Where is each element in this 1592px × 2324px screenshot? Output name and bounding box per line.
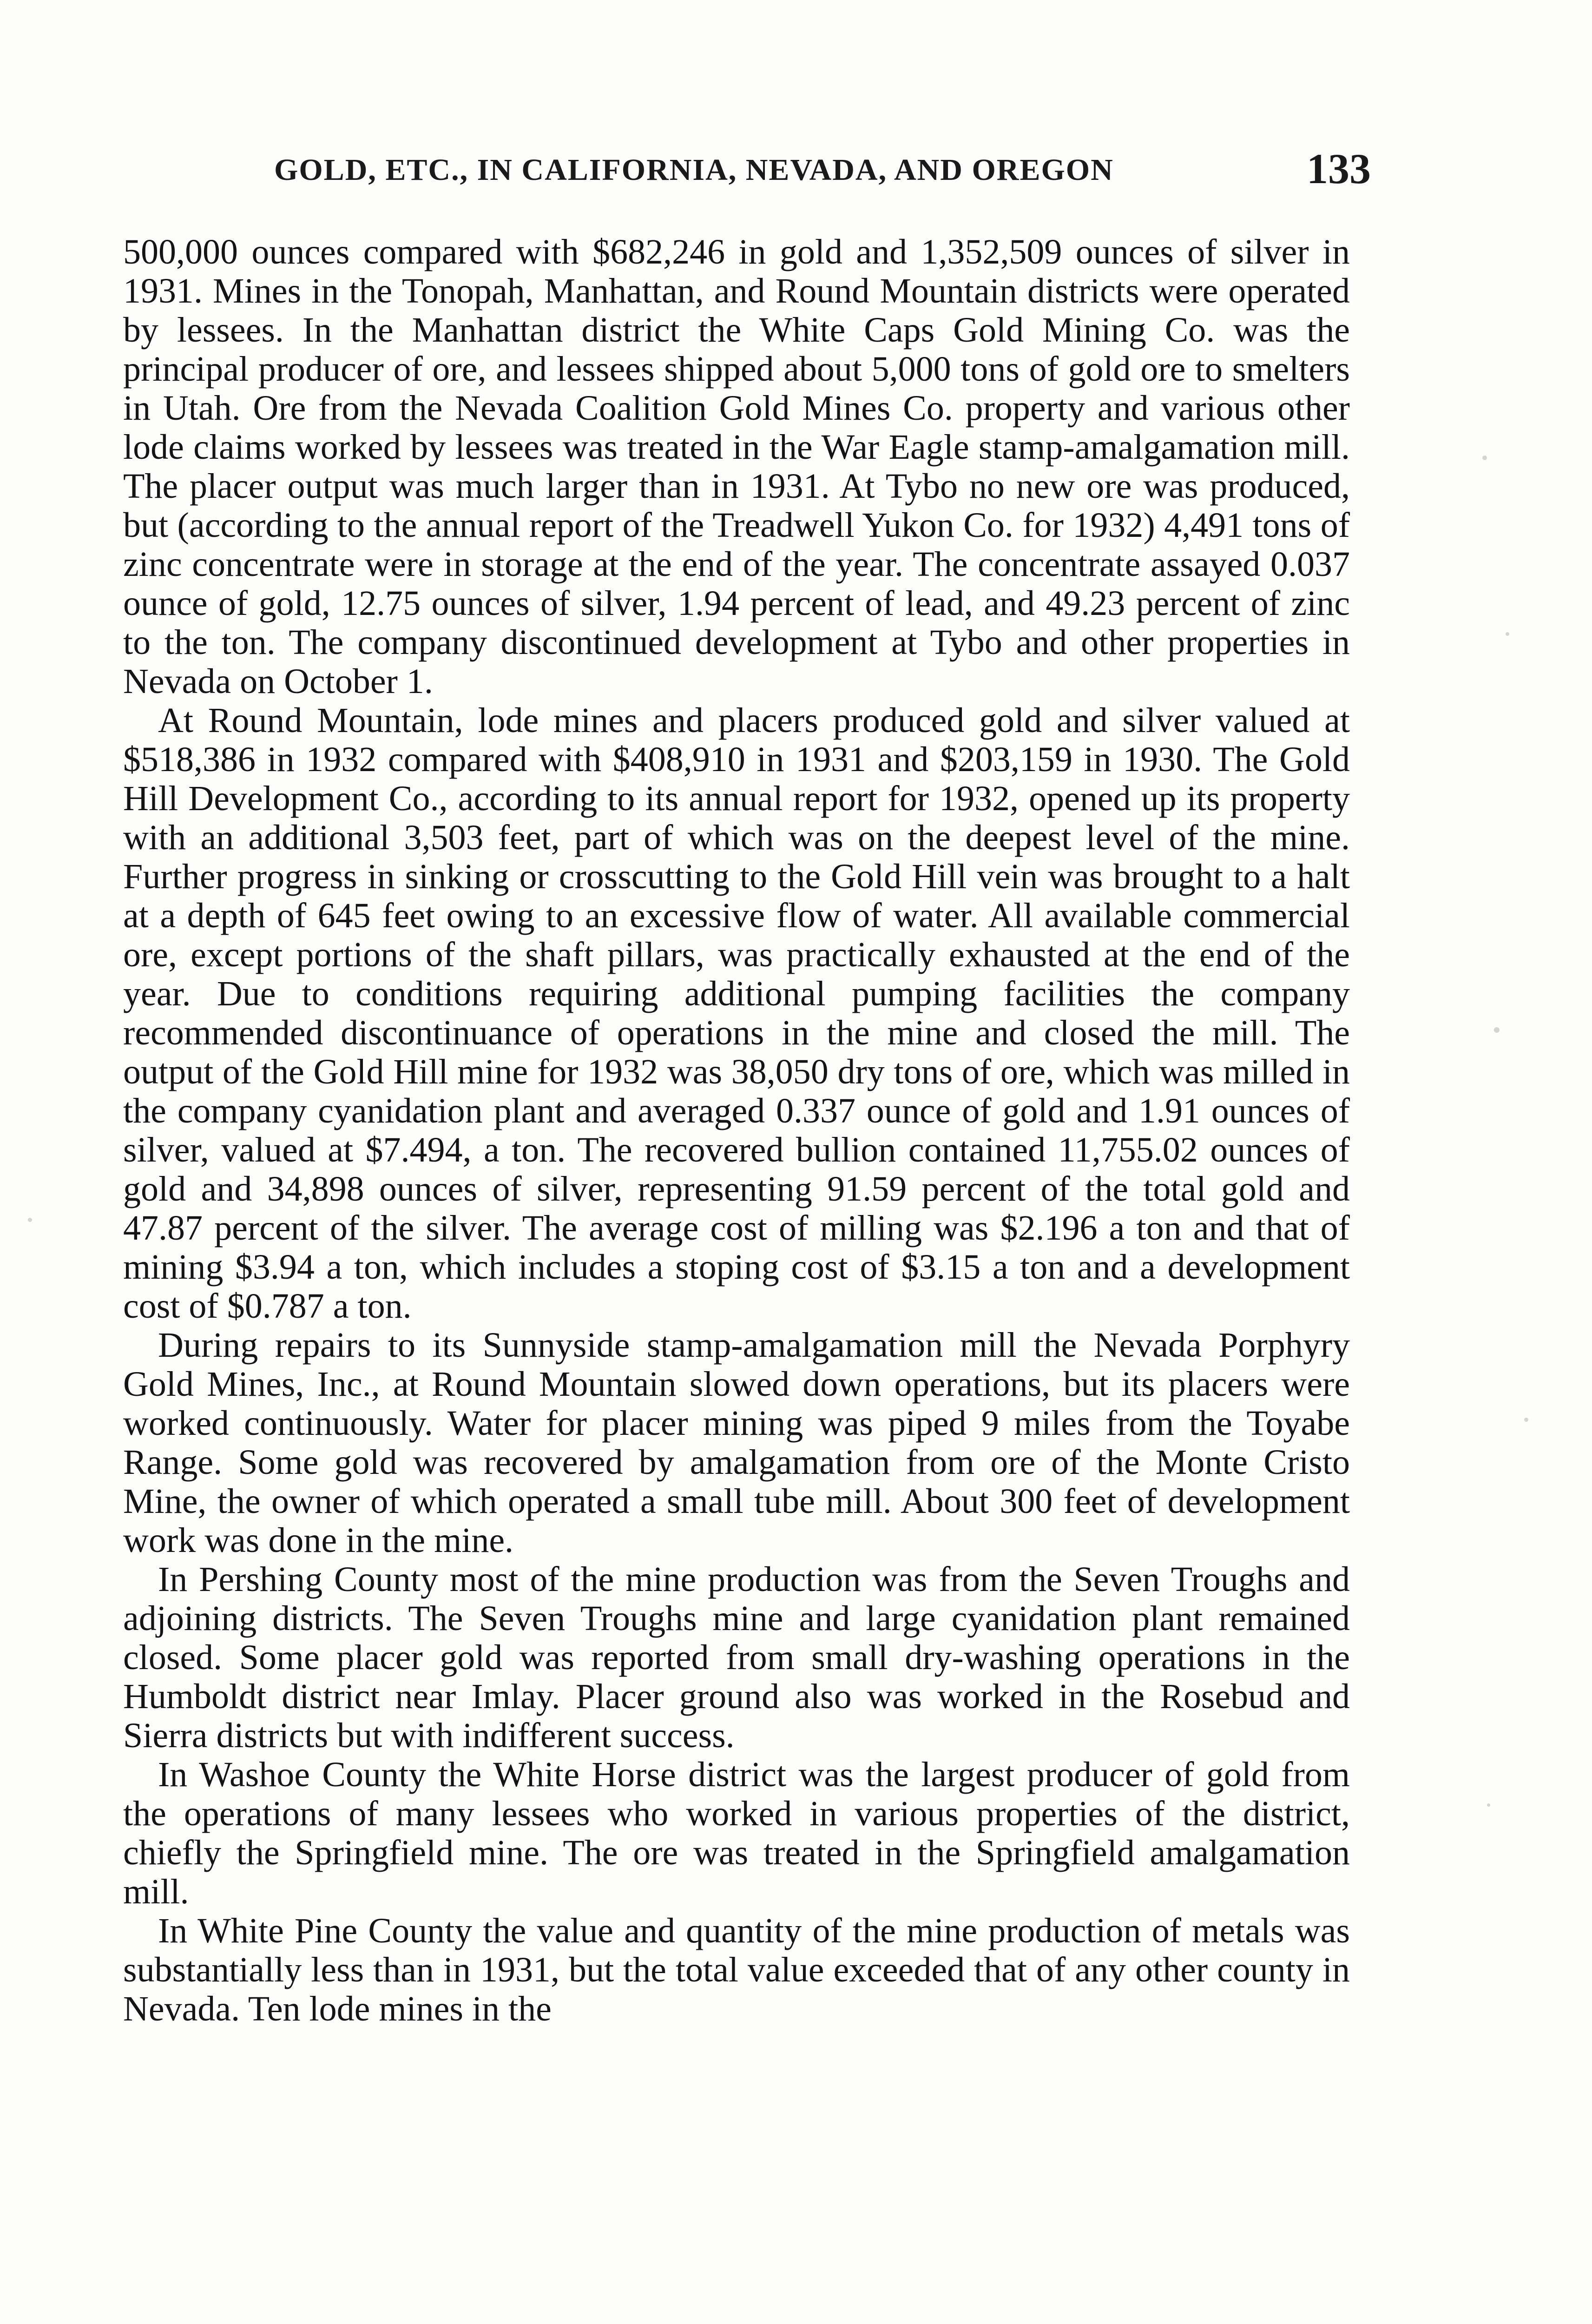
scan-speck [1524, 1418, 1528, 1422]
paragraph-continuation: 500,000 ounces compared with $682,246 in gold and 1,352,509 ounces of silver in 1931. Mines in the Tonopah, Manhattan, and Round Mountain districts were operated by lessees. In the Manhattan district the White Caps Gold Mining Co. was the principal producer of ore, and lessees shipped about 5,000 tons of gold ore to smelters in Utah. Ore from the Nevada Coalition Gold Mines Co. property and various other lode claims worked by lessees was treated in the War Eagle stamp-amalgamation mill. The placer output was much larger than in 1931. At Tybo no new ore was produced, but (according to the annual report of the Treadwell Yukon Co. for 1932) 4,491 tons of zinc concentrate were in storage at the end of the year. The concentrate assayed 0.037 ounce of gold, 12.75 ounces of silver, 1.94 percent of lead, and 49.23 percent of zinc to the ton. The company discontinued development at Tybo and other properties in Nevada on October 1. [123, 232, 1350, 701]
scan-speck [1487, 1803, 1490, 1807]
paragraph-round-mountain: At Round Mountain, lode mines and placers produced gold and silver valued at $518,386 in 1932 compared with $408,910 in 1931 and $203,159 in 1930. The Gold Hill Development Co., according to its annual report for 1932, opened up its property with an additional 3,503 feet, part of which was on the deepest level of the mine. Further progress in sinking or crosscutting to the Gold Hill vein was brought to a halt at a depth of 645 feet owing to an excessive flow of water. All available commercial ore, except portions of the shaft pillars, was practically exhausted at the end of the year. Due to conditions requiring additional pumping facilities the company recommended discontinuance of operations in the mine and closed the mill. The output of the Gold Hill mine for 1932 was 38,050 dry tons of ore, which was milled in the company cyanidation plant and averaged 0.337 ounce of gold and 1.91 ounces of silver, valued at $7.494, a ton. The recovered bullion contained 11,755.02 ounces of gold and 34,898 ounces of silver, representing 91.59 percent of the total gold and 47.87 percent of the silver. The average cost of milling was $2.196 a ton and that of mining $3.94 a ton, which includes a stoping cost of $3.15 a ton and a development cost of $0.787 a ton. [123, 701, 1350, 1326]
page-number: 133 [1307, 145, 1371, 192]
paragraph-pershing-county: In Pershing County most of the mine production was from the Seven Troughs and adjoining districts. The Seven Troughs mine and large cyanidation plant remained closed. Some placer gold was reported from small dry-washing operations in the Humboldt district near Imlay. Placer ground also was worked in the Rosebud and Sierra districts but with indifferent success. [123, 1560, 1350, 1755]
paragraph-washoe-county: In Washoe County the White Horse district was the largest producer of gold from the operations of many lessees who worked in various properties of the district, chiefly the Springfield mine. The ore was treated in the Springfield amalgamation mill. [123, 1755, 1350, 1911]
running-head: GOLD, ETC., IN CALIFORNIA, NEVADA, AND OREGON [274, 153, 1114, 187]
scan-speck [1506, 632, 1509, 636]
scan-speck [28, 1218, 32, 1222]
paragraph-sunnyside-mill: During repairs to its Sunnyside stamp-amalgamation mill the Nevada Porphyry Gold Mines, Inc., at Round Mountain slowed down operations, but its placers were worked continuously. Water for placer mining was piped 9 miles from the Toyabe Range. Some gold was recovered by amalgamation from ore of the Monte Cristo Mine, the owner of which operated a small tube mill. About 300 feet of development work was done in the mine. [123, 1326, 1350, 1560]
scan-speck [1482, 456, 1487, 460]
page-header [274, 144, 1371, 200]
paragraph-white-pine-county: In White Pine County the value and quantity of the mine production of metals was substantially less than in 1931, but the total value exceeded that of any other county in Nevada. Ten lode mines in the [123, 1911, 1350, 2028]
body-text [123, 232, 1350, 2028]
scan-speck [1494, 1027, 1500, 1033]
